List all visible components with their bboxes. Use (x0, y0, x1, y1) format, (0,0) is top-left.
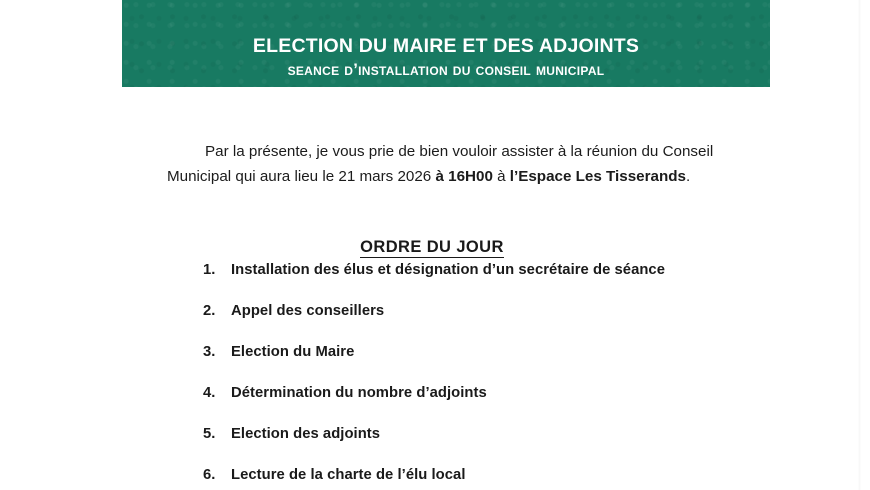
agenda-item-label: Détermination du nombre d’adjoints (231, 385, 487, 401)
intro-paragraph (167, 139, 779, 189)
agenda-item (203, 303, 803, 344)
meeting-time: à 16H00 (435, 168, 493, 186)
agenda-item-label: Election des adjoints (231, 426, 381, 442)
intro-text-part-2: à (492, 168, 510, 186)
agenda-item-number: 5. (203, 426, 216, 442)
agenda-item-number: 6. (203, 467, 216, 483)
agenda-heading-label: ORDRE DU JOUR (360, 237, 504, 256)
agenda-heading (0, 238, 870, 257)
agenda-item-number: 1. (203, 262, 216, 278)
document-title: ELECTION DU MAIRE ET DES ADJOINTS (252, 34, 640, 57)
header-banner (122, 0, 770, 87)
agenda-item (203, 467, 803, 490)
agenda-item (203, 426, 803, 467)
agenda-item-label: Election du Maire (231, 344, 355, 360)
agenda-item-number: 3. (203, 344, 216, 360)
agenda-list (203, 262, 803, 490)
agenda-item-label: Appel des conseillers (231, 303, 385, 319)
meeting-venue: l’Espace Les Tisserands (509, 168, 686, 186)
agenda-item-number: 2. (203, 303, 216, 319)
agenda-item (203, 344, 803, 385)
intro-text-part-3: . (685, 168, 691, 186)
agenda-item-number: 4. (203, 385, 216, 401)
agenda-item-label: Lecture de la charte de l’élu local (231, 467, 466, 483)
agenda-item-label: Installation des élus et désignation d’un secrétaire de séance (231, 262, 665, 278)
document-subtitle: seance d’installation du conseil municipal (287, 61, 605, 80)
agenda-item (203, 385, 803, 426)
intro-text-part-1: Par la présente, je vous prie de bien vouloir assister à la réunion du Conseil Municipal qui aura lieu le 21 mars 2026 (167, 143, 714, 186)
agenda-item (203, 262, 803, 303)
